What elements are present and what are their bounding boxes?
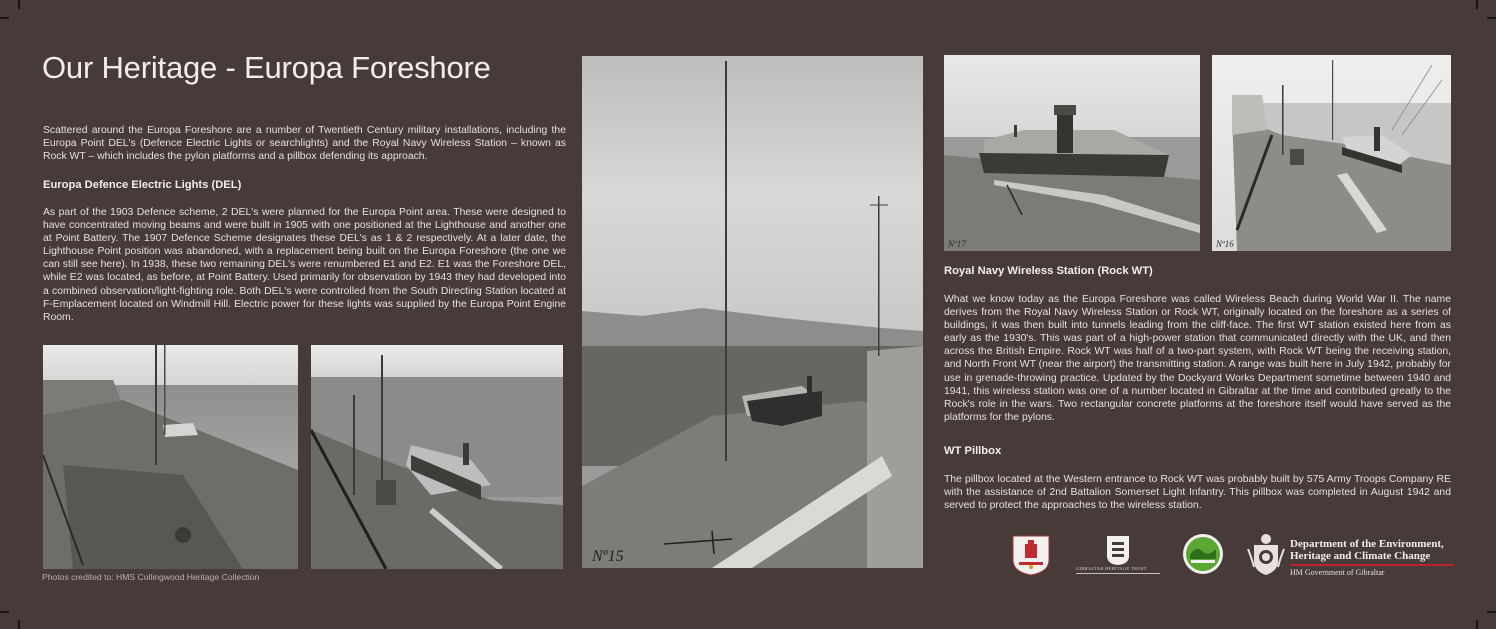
crop-mark	[1476, 620, 1478, 629]
photo-label: Nº15	[592, 548, 624, 565]
crop-mark	[18, 0, 20, 9]
section-body-del: As part of the 1903 Defence scheme, 2 DEL's were planned for the Europa Point area. These were designed to have concentrated moving beams and were built in 1905 with one positioned at the Lighthouse and another one at Point Battery. The 1907 Defence Scheme designates these DEL's as 1 & 2 respectively. At a later date, the Lighthouse Point position was abandoned, with a replacement being built on the Europa Foreshore (the one we can still see here). In 1938, these two remaining DEL's were renumbered E1 and E2. E1 was the Foreshore DEL, while E2 was located, as before, at Point Battery. Used primarily for observation by 1943 they had developed into a combined observation/light-fighting role. Both DEL's were controlled from the South Directing Station located at F-Emplacement located on Windmill Hill. Electric power for these lights was supplied by the Europa Point Engine Room.	[43, 207, 566, 323]
photo-wt-station-aerial	[1212, 55, 1451, 251]
photo-label: Nº17	[948, 239, 966, 249]
photo-wt-building-coast	[311, 345, 563, 569]
green-circle-logo	[1182, 533, 1224, 575]
department-name-line2: Heritage and Climate Change	[1290, 550, 1431, 562]
department-name-line1: Department of the Environment,	[1290, 538, 1444, 550]
photo-wt-station-building	[944, 55, 1200, 251]
department-logo-text	[1290, 538, 1454, 577]
page-title: Our Heritage - Europa Foreshore	[42, 50, 491, 85]
section-heading-rock-wt: Royal Navy Wireless Station (Rock WT)	[944, 265, 1153, 277]
section-heading-pillbox: WT Pillbox	[944, 445, 1002, 457]
photo-wireless-masts	[582, 56, 923, 568]
crop-mark	[0, 17, 9, 19]
government-crest-logo	[1246, 531, 1286, 577]
section-heading-del: Europa Defence Electric Lights (DEL)	[43, 179, 242, 191]
divider	[1076, 573, 1160, 574]
section-body-pillbox: The pillbox located at the Western entrance to Rock WT was probably built by 575 Army Troops Company RE with the assistance of 2nd Battalion Somerset Light Infantry. This pillbox was completed in August 1942 and served to protect the approaches to the wireless station.	[944, 474, 1451, 512]
photo-credit: Photos credited to: HMS Collingwood Heritage Collection	[42, 572, 260, 582]
crop-mark	[1487, 611, 1496, 613]
government-name: HM Government of Gibraltar	[1290, 568, 1385, 577]
crest-shield-logo	[1011, 534, 1051, 576]
red-rule	[1290, 564, 1454, 566]
section-body-rock-wt: What we know today as the Europa Foreshore was called Wireless Beach during World War II. The name derives from the Royal Navy Wireless Station or Rock WT, originally located on the foreshore as a series of buildings, it was then built into tunnels leading from the cliff-face. The first WT station existed here from as early as the 1930's. This was part of a high-power station that communicated directly with the UK, and then across the British Empire. Rock WT was half of a two-part system, with Rock WT being the receiving station, and North Front WT (near the airport) the transmitting station. A range was built here in July 1942, probably for use in grenade-throwing practice. Updated by the Dockyard Works Department sometime between 1940 and 1941, this wireless station was one of a number located in Gibraltar at the time and contributed greatly to the Rock's role in the wars. Two rectangular concrete platforms at the foreshore itself would have served as the platforms for the pylons.	[944, 294, 1451, 423]
gibraltar-heritage-trust-text: GIBRALTAR HERITAGE TRUST	[1076, 566, 1147, 571]
crop-mark	[0, 611, 9, 613]
crop-mark	[1487, 17, 1496, 19]
photo-label: Nº16	[1216, 239, 1234, 249]
photo-foreshore-cliff	[43, 345, 298, 569]
crop-mark	[18, 620, 20, 629]
gibraltar-heritage-trust-logo	[1103, 534, 1133, 566]
crop-mark	[1476, 0, 1478, 9]
intro-paragraph: Scattered around the Europa Foreshore are a number of Twentieth Century military installations, including the Europa Point DEL's (Defence Electric Lights or searchlights) and the Royal Navy Wireless Station – known as Rock WT – which includes the pylon platforms and a pillbox defending its approach.	[43, 125, 566, 163]
